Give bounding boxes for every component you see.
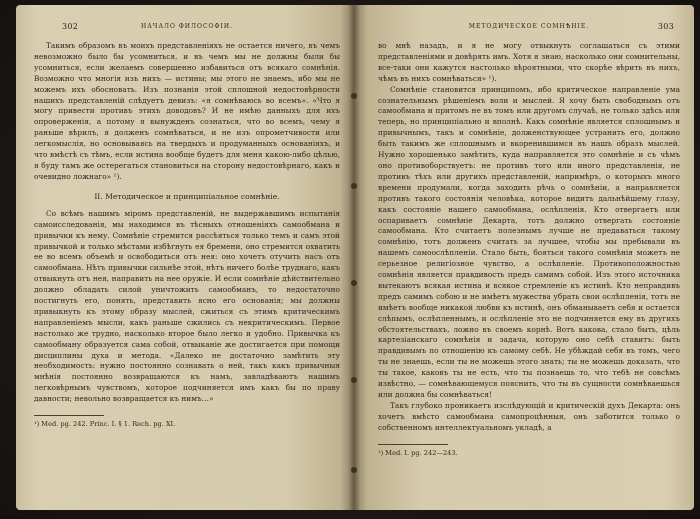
- left-running-header: [34, 21, 340, 33]
- right-paragraph-2: Такъ глубоко проникаетъ изслѣдующій и критическій духъ Декарта: онъ хочетъ вмѣсто самообмана самопроцѣнныя, онъ заботится только о собственномъ интеллектуальномъ укладѣ, а: [378, 400, 680, 432]
- binding-stitch: [351, 183, 357, 189]
- binding-stitch: [351, 93, 357, 99]
- right-running-header: [378, 21, 680, 33]
- binding-stitch: [351, 377, 357, 383]
- book-gutter: [348, 5, 360, 510]
- right-footnote-rule: [378, 444, 448, 445]
- right-paragraph-0: во мнѣ назадъ, и я не могу отвыкнуть соглашаться съ этими представленіями и довѣрять имъ. Хотя я знаю, насколько они сомнительны, все-таки они кажутся настолько вѣроятными, что скорѣе вѣрить въ нихъ, чѣмъ въ нихъ сомнѣваться» ¹).: [378, 41, 680, 83]
- left-paragraph-2: Со всѣмъ нашимъ міромъ представленій, не выдержавшимъ испытанія самоисследованія, мы находимся въ тѣсныхъ отношеніяхъ самообмана и привычки къ нему. Сомнѣніе стремится рассѣяться только темъ и самъ этой привычкой и только мѣстами избѣгнуть ея бремени, оно стремится охватить ее во всемъ объемѣ и освободиться отъ нея: оно хочетъ отучить насъ отъ самообмана. Нѣтъ привычки сильнѣе этой, нѣтъ ничего болѣе труднаго, какъ отвыкнуть отъ нея, направить на нее оружіе. И если сомнѣніе дѣйствительно должно обладать силой уничтожить самообманъ, то недостаточно постигнуть его, понять, представить ясно его основанія; мы должны привыкнуть къ этому образу мыслей, сжиться съ этимъ критическимъ направленіемъ мысли, какъ раньше сжились съ некритическимъ. Первое настолько же трудно, насколько второе было легко и удобно. Привычка къ самообману образуется сама собой, отвыканіе же достигается при помощи дисциплины духа и метода. «Далеко не достаточно замѣтить эту необходимость: нужно постоянно сознавать о ней, такъ какъ привычныя мнѣнія постоянно возвращаются къ намъ, завладѣваютъ нашимъ легковѣрнымъ чувствомъ, которое подчиняется имъ какъ бы по праву давности; невольно возвращается къ нимъ…»: [34, 208, 340, 404]
- left-running-title: НАЧАЛО ФИЛОСОФІИ.: [141, 23, 233, 30]
- binding-stitch: [351, 280, 357, 286]
- left-page: [16, 5, 354, 510]
- section-heading: II. Методическое и принципіальное сомнѣніе.: [94, 191, 280, 201]
- right-page-number: 303: [657, 22, 674, 31]
- binding-stitch: [351, 467, 357, 473]
- right-running-title: МЕТОДИЧЕСКОЕ СОМНѢНІЕ.: [468, 23, 590, 30]
- left-footnote: ¹) Med. pg. 242. Princ. I. § 1. Rech. pg. XI.: [34, 420, 176, 429]
- left-paragraph-1: Такимъ образомъ въ моихъ представленіяхъ не остается ничего, въ чемъ невозможно было бы усомниться, и въ чемъ мы не должны были бы усомниться, если желаемъ совершенно избавиться отъ всякаго сомнѣнія. Возможно что многія изъ нихъ — истины; мы этого не знаемъ, ибо мы не можемъ ихъ обосновать. Изъ познанія этой сплошной недостовѣрности нашихъ представленій слѣдуетъ девизъ: «я сомнѣваюсь во всемъ». «Что я могу привести противъ этихъ доводовъ? И не имѣю данныхъ для ихъ опроверженія, а потому я вынужденъ сознаться, что во всемъ, чему я раньше вѣрилъ, я долженъ сомнѣваться, и не изъ опрометчивости или легкомыслія, но основываясь на твердыхъ и продуманныхъ основаніяхъ, и что вмѣстѣ съ тѣмъ, если истина вообще будетъ для меня какою-либо цѣлью, я буду тамъ же остерегаться становиться на сторону недостовѣрнаго, какъ и очевидно ложнаго» ¹).: [34, 41, 340, 181]
- right-paragraph-1: Сомнѣніе становится принципомъ, ибо критическое направленіе ума сознательнымъ рѣшеніемъ воли и мыслей. Я хочу быть свободнымъ отъ самообмана и притомъ не въ томъ или другомъ случаѣ, не только здѣсь или теперь, но принципіально и вполнѣ. Какъ сомнѣніе является сплошнымъ и привычнымъ, такъ и сомнѣніе, долженствующее устранить его, должно быть такимъ же сплошнымъ и вкоренившимся въ нашъ образъ мыслей. Нужно хорошенько замѣтить, куда направляется это сомнѣніе и съ чѣмъ оно противоборствуетъ: не противъ того или иного представленія, не противъ тѣхъ или другихъ представленій, напримѣръ, о которыхъ много времени продумали, когда заходить рѣчь о сомнѣніи, а направляется противъ такого состоянія человѣка, которое видитъ дальнѣйшему глазу, какъ состояніе нашего самообмана, ослѣпленія. Кто отвергаетъ или оспариваетъ сомнѣніе Декарта, тотъ должно отвергать состояніе самообмана. Кто считаетъ полезнымъ лучше не предаваться такому сомнѣнію, тотъ долженъ считать за лучшее, чтобы мы пребывали въ нашемъ самоослѣпленіи. Стало быть, бояться такого сомнѣнія можетъ не серьезное религіозное чувство, а ослѣпленіе. Противоположностью сомнѣнія является правдивость предъ самимъ собой. Изъ этого источника вытекаютъ всякая истина и всякое стремленіе къ истинѣ. Кто неправдивъ предъ самимъ собою и не имѣетъ мужества убрать свои ослѣпленія, тотъ не имѣетъ вообще никакой любви къ истинѣ, онъ обманываетъ себя и остается слѣпымъ, ослѣпленнымъ, и ослѣпленіе это не подчиняется ему въ другихъ обстоятельствахъ, ложно въ своемъ корнѣ. Вотъ какова, стало быть, цѣль картезіанскаго сомнѣнія и задача, которую оно себѣ ставитъ: быть правдивымъ по отношенію къ самому себѣ. Не убѣждай себя въ томъ, чего ты не знаешь, если ты не можешь этого знать; ты не можешь доказать, что ты такое, каковъ ты не есть, что ты познаешь то, что тебѣ не совсѣмъ извѣстно, — сомнѣвающемуся пояснить, что ты въ сущности сомнѣваешься или должна бы сомнѣваться!: [378, 84, 680, 399]
- right-footnote: ¹) Med. I. pg. 242—243.: [378, 448, 458, 457]
- open-book: [16, 5, 694, 510]
- left-footnote-rule: [34, 415, 104, 416]
- right-page: [354, 5, 694, 510]
- left-page-number: 302: [62, 22, 79, 31]
- left-page-body: [34, 41, 340, 405]
- right-page-body: [378, 41, 680, 434]
